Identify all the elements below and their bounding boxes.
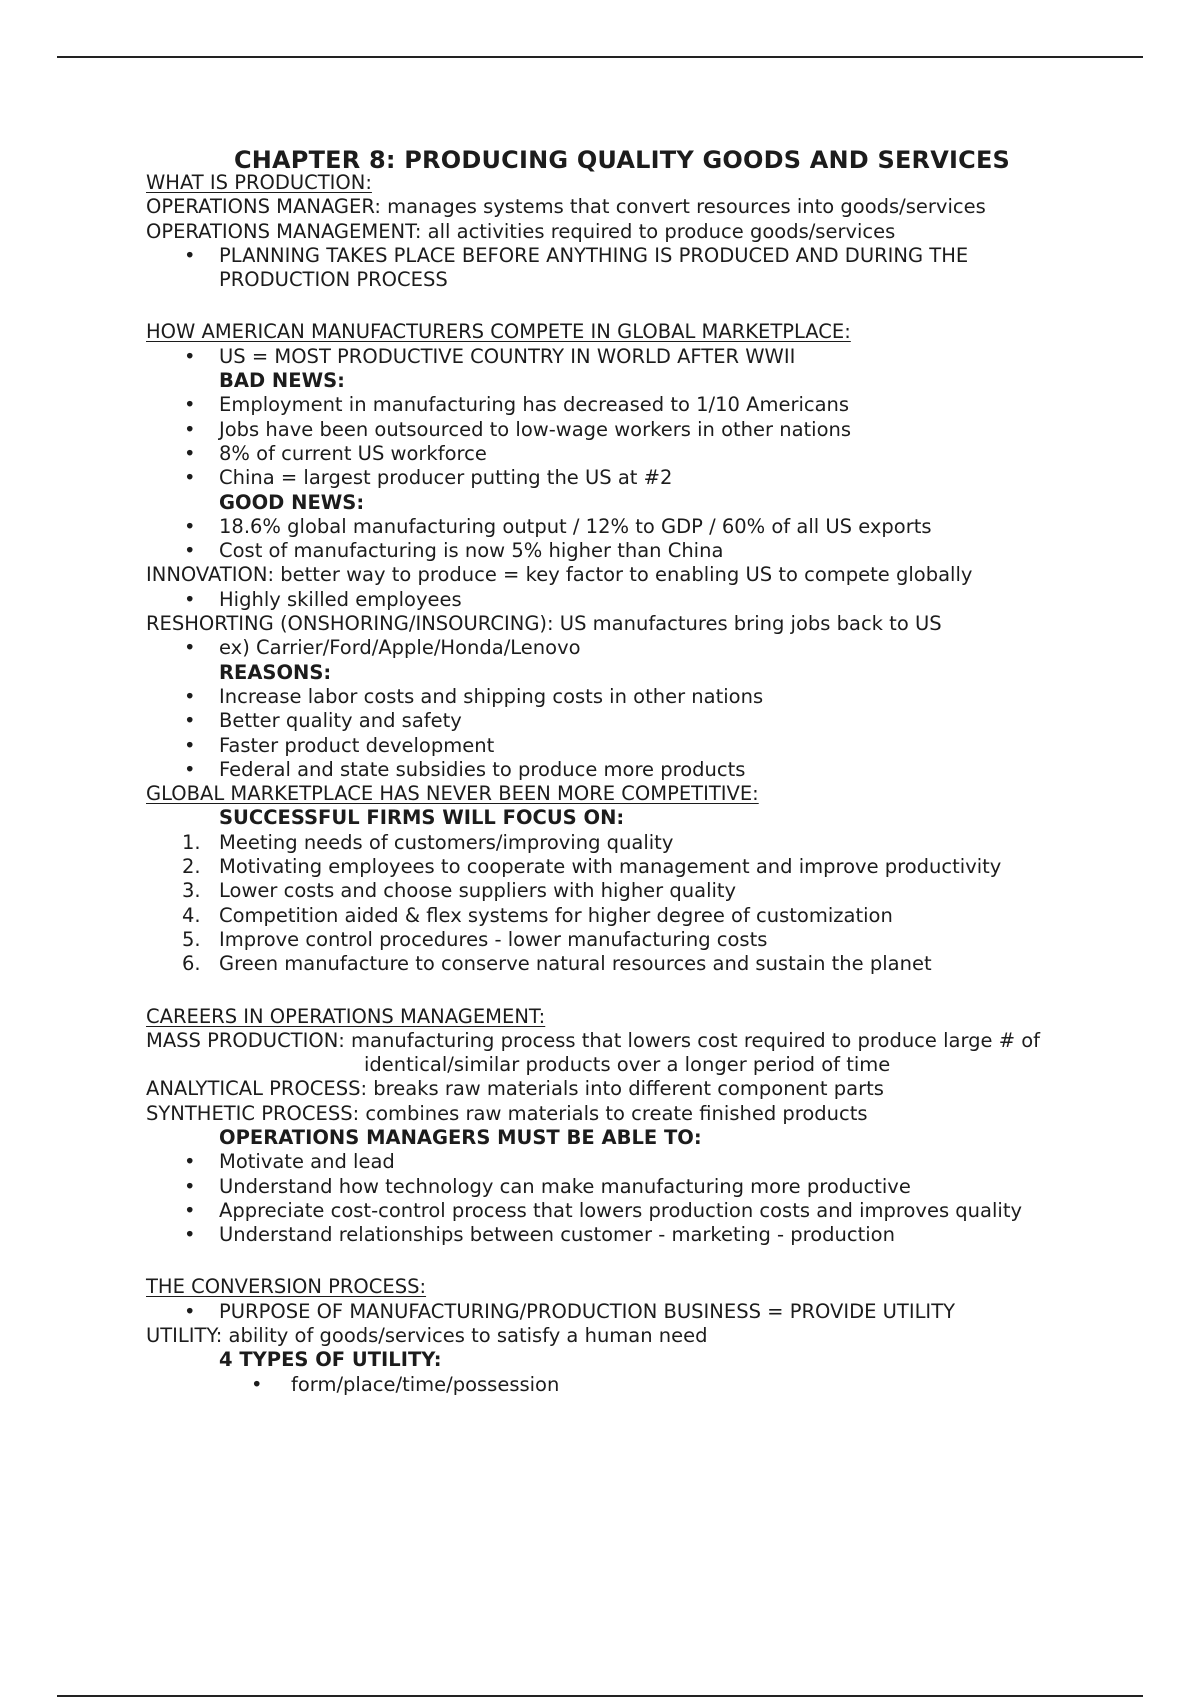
item-text: Motivating employees to cooperate with management and improve productivity <box>219 855 1002 879</box>
list-item: • Federal and state subsidies to produce more products <box>146 758 1126 782</box>
list-item: • Motivate and lead <box>146 1150 1126 1174</box>
item-number: 5. <box>182 927 201 951</box>
item-number: 2. <box>182 855 201 879</box>
bottom-rule <box>57 1695 1143 1697</box>
list-item: • Employment in manufacturing has decreased to 1/10 Americans <box>146 393 1126 417</box>
subheading-utility-types: 4 TYPES OF UTILITY: <box>219 1348 442 1372</box>
item-text: Green manufacture to conserve natural resources and sustain the planet <box>219 952 932 976</box>
definition-utility: UTILITY: ability of goods/services to satisfy a human need <box>146 1324 708 1348</box>
item-text: Meeting needs of customers/improving quality <box>219 830 674 854</box>
definition-synthetic-process: SYNTHETIC PROCESS: combines raw materials to create finished products <box>146 1101 868 1125</box>
definition-operations-manager: OPERATIONS MANAGER: manages systems that convert resources into goods/services <box>146 195 986 219</box>
numbered-item <box>146 928 1126 952</box>
subheading-good-news: GOOD NEWS: <box>219 490 365 514</box>
subheading-bad-news: BAD NEWS: <box>219 369 345 393</box>
list-item: • PLANNING TAKES PLACE BEFORE ANYTHING IS PRODUCED AND DURING THE <box>146 244 1126 268</box>
item-text: Competition aided & flex systems for higher degree of customization <box>219 903 893 927</box>
definition-analytical-process: ANALYTICAL PROCESS: breaks raw materials into different component parts <box>146 1077 884 1101</box>
section-heading-production: WHAT IS PRODUCTION: <box>146 171 372 194</box>
list-item: • form/place/time/possession <box>146 1373 1126 1397</box>
numbered-item <box>146 855 1126 879</box>
list-item: • 18.6% global manufacturing output / 12% to GDP / 60% of all US exports <box>146 515 1126 539</box>
list-item: • PURPOSE OF MANUFACTURING/PRODUCTION BUSINESS = PROVIDE UTILITY <box>146 1300 1126 1324</box>
section-heading-competitive: GLOBAL MARKETPLACE HAS NEVER BEEN MORE COMPETITIVE: <box>146 782 759 806</box>
subheading-managers-must: OPERATIONS MANAGERS MUST BE ABLE TO: <box>219 1125 702 1149</box>
document-body <box>146 146 1126 1397</box>
numbered-item <box>146 879 1126 903</box>
list-item: • China = largest producer putting the US at #2 <box>146 466 1126 490</box>
item-number: 1. <box>182 830 201 854</box>
list-item: • Understand how technology can make manufacturing more productive <box>146 1175 1126 1199</box>
page-title: CHAPTER 8: PRODUCING QUALITY GOODS AND SERVICES <box>233 146 1011 174</box>
top-rule <box>57 56 1143 58</box>
subheading-reasons: REASONS: <box>219 660 332 684</box>
definition-innovation: INNOVATION: better way to produce = key factor to enabling US to compete globally <box>146 563 973 587</box>
list-item: • Cost of manufacturing is now 5% higher than China <box>146 539 1126 563</box>
list-item: • Highly skilled employees <box>146 588 1126 612</box>
numbered-item <box>146 904 1126 928</box>
subheading-focus: SUCCESSFUL FIRMS WILL FOCUS ON: <box>219 806 625 830</box>
definition-reshoring: RESHORTING (ONSHORING/INSOURCING): US manufactures bring jobs back to US <box>146 612 942 636</box>
list-item: • Jobs have been outsourced to low-wage workers in other nations <box>146 418 1126 442</box>
list-item-continuation: PRODUCTION PROCESS <box>219 268 448 292</box>
item-number: 6. <box>182 952 201 976</box>
section-heading-conversion: THE CONVERSION PROCESS: <box>146 1275 427 1299</box>
item-text: Improve control procedures - lower manufacturing costs <box>219 927 768 951</box>
list-item: • Increase labor costs and shipping costs in other nations <box>146 685 1126 709</box>
list-item: • Faster product development <box>146 734 1126 758</box>
item-number: 4. <box>182 903 201 927</box>
item-number: 3. <box>182 879 201 903</box>
section-heading-compete: HOW AMERICAN MANUFACTURERS COMPETE IN GLOBAL MARKETPLACE: <box>146 320 851 344</box>
definition-mass-production: MASS PRODUCTION: manufacturing process that lowers cost required to produce large # of <box>146 1028 1041 1052</box>
list-item: • US = MOST PRODUCTIVE COUNTRY IN WORLD AFTER WWII <box>146 345 1126 369</box>
numbered-item <box>146 952 1126 976</box>
definition-continuation: identical/similar products over a longer period of time <box>364 1053 891 1077</box>
item-text: Lower costs and choose suppliers with higher quality <box>219 879 737 903</box>
definition-operations-management: OPERATIONS MANAGEMENT: all activities required to produce goods/services <box>146 219 896 243</box>
numbered-item <box>146 831 1126 855</box>
list-item: • Understand relationships between customer - marketing - production <box>146 1223 1126 1247</box>
section-heading-careers: CAREERS IN OPERATIONS MANAGEMENT: <box>146 1004 546 1028</box>
list-item: • Better quality and safety <box>146 709 1126 733</box>
list-item: • ex) Carrier/Ford/Apple/Honda/Lenovo <box>146 636 1126 660</box>
list-item: • Appreciate cost-control process that lowers production costs and improves quality <box>146 1199 1126 1223</box>
list-item: • 8% of current US workforce <box>146 442 1126 466</box>
